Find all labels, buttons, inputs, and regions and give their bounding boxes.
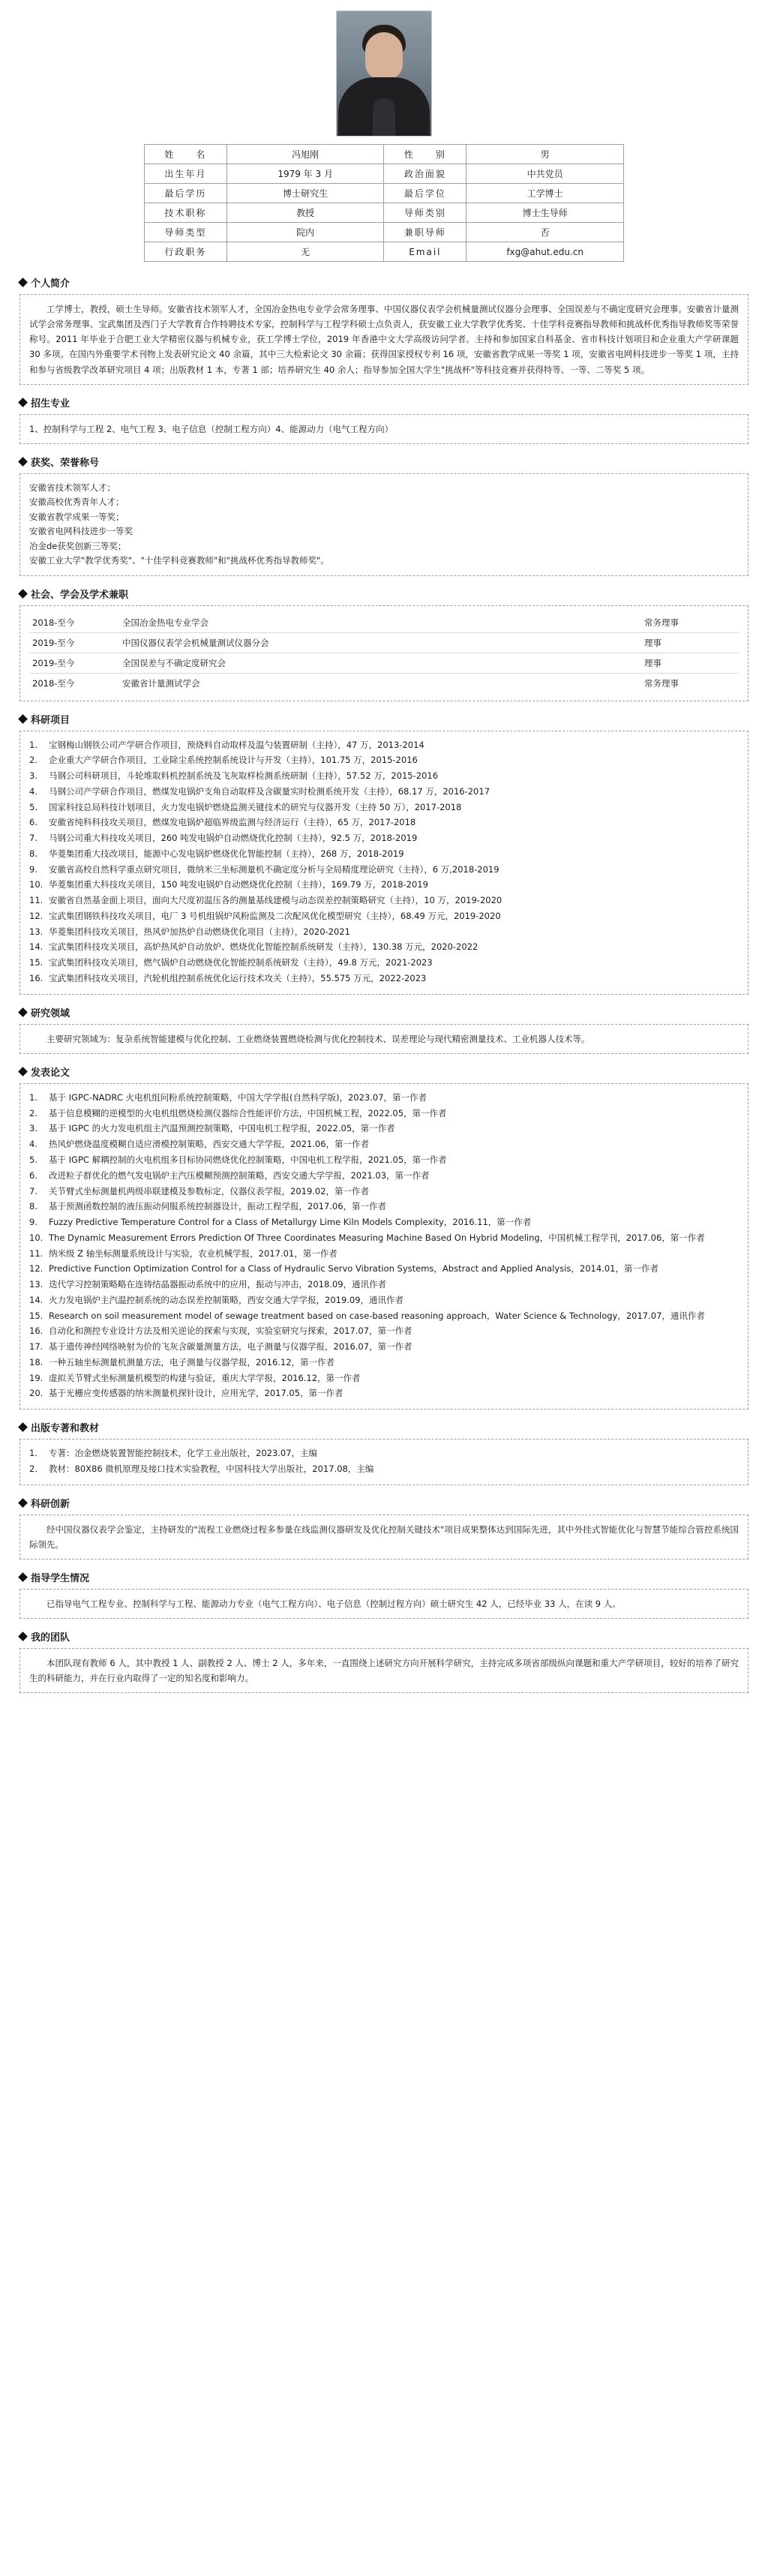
section-body-profile [20, 294, 748, 385]
section-body-duties [20, 605, 748, 701]
item-text: 安徽省纯科科技攻关项目，燃煤发电锅炉超临界级监测与经济运行（主持），65 万，2017-2018 [49, 817, 416, 828]
list-item [29, 1231, 739, 1246]
info-value: 否 [466, 223, 624, 242]
item-text: 一种五轴坐标测量机测量方法，电子测量与仪器学报，2016.12，第一作者 [49, 1356, 335, 1368]
list-item [29, 1121, 739, 1136]
list-item [29, 1277, 739, 1293]
list-item [29, 769, 739, 784]
item-index: 20. [29, 1388, 44, 1399]
section-heading-honors [20, 455, 748, 469]
duty-period: 2019-至今 [29, 653, 119, 674]
list-item [29, 1446, 739, 1461]
table-row [29, 674, 739, 694]
item-text: 宝武集团钢铁科技攻关项目，电厂 3 号机组锅炉风粉监测及二次配风优化模型研究（主持），68.49 万元，2019-2020 [49, 910, 501, 921]
item-index: 8. [29, 1201, 38, 1212]
duty-org: 全国冶金热电专业学会 [119, 613, 641, 633]
diamond-bullet-icon [18, 457, 28, 467]
section-title: 科研创新 [31, 1498, 70, 1510]
item-text: 宝武集团科技攻关项目，燃气锅炉自动燃烧优化智能控制系统研发（主持），49.8 万元，2021-2023 [49, 957, 433, 968]
item-index: 5. [29, 801, 38, 812]
list-item [29, 1262, 739, 1277]
books-list [29, 1446, 739, 1477]
duty-org: 全国误差与不确定度研究会 [119, 653, 641, 674]
section-title: 招生专业 [31, 398, 70, 410]
duty-role: 常务理事 [641, 613, 739, 633]
list-item [29, 1184, 739, 1199]
item-text: 基于光栅应变传感器的纳米测量机探针设计，应用光学，2017.05，第一作者 [49, 1388, 344, 1399]
item-text: 宝钢梅山钢铁公司产学研合作项目，预烧料自动取样及温勺装置研制（主持），47 万，2013-2014 [49, 739, 424, 750]
list-item [29, 1169, 739, 1184]
item-index: 6. [29, 1169, 38, 1181]
list-item [29, 831, 739, 846]
section-heading-duties [20, 587, 748, 601]
item-text: 基于 IGPC 解耦控制的火电机组多目标协同燃烧优化控制策略，中国电机工程学报，2021.05，第一作者 [49, 1154, 447, 1165]
section-heading-profile [20, 275, 748, 290]
list-item [29, 847, 739, 862]
info-value: 工学博士 [466, 184, 624, 203]
projects-list [29, 738, 739, 986]
duty-role: 常务理事 [644, 678, 679, 689]
list-item [29, 893, 739, 908]
item-text: 基于信息模糊的逆模型的火电机组燃烧检测仪器综合性能评价方法，中国机械工程，2022.05，第一作者 [49, 1107, 447, 1118]
list-item: 安徽高校优秀青年人才； [29, 497, 124, 508]
info-value: 冯旭刚 [226, 145, 384, 164]
item-index: 10. [29, 879, 44, 890]
section-heading-research [20, 1005, 748, 1019]
section-heading-innovation [20, 1496, 748, 1510]
info-label: 性 别 [384, 145, 466, 164]
list-item [29, 1137, 739, 1152]
list-item [29, 1386, 739, 1401]
diamond-bullet-icon [18, 278, 28, 287]
info-label: 技术职称 [145, 203, 227, 223]
item-index: 12. [29, 1263, 44, 1274]
list-item [29, 940, 739, 955]
item-index: 4. [29, 1139, 38, 1150]
item-index: 9. [29, 1217, 38, 1228]
section-heading-books [20, 1420, 748, 1434]
section-title: 获奖、荣誉称号 [31, 457, 100, 469]
item-text: 企业重大产学研合作项目，工业除尘系统控制系统设计与开发（主持），101.75 万，2015-2016 [49, 755, 418, 766]
item-text: 迭代学习控制策略略在连铸结晶器振动系统中的应用，振动与冲击，2018.09，通讯作者 [49, 1279, 387, 1290]
duty-role: 理事 [641, 633, 739, 653]
info-label: 最后学历 [145, 184, 227, 203]
item-text: 基于 IGPC 的火力发电机组主汽温预测控制策略，中国电机工程学报，2022.05，第一作者 [49, 1123, 395, 1134]
item-index: 13. [29, 1279, 44, 1290]
duty-org: 中国仪器仪表学会机械量测试仪器分会 [119, 633, 641, 653]
info-label: 兼职导师 [384, 223, 466, 242]
item-index: 2. [29, 1107, 38, 1118]
section-body-team [20, 1648, 748, 1693]
paragraph: 工学博士，教授，硕士生导师。安徽省技术领军人才，全国冶金热电专业学会常务理事、中国仪器仪表学会机械量测试仪器分会理事、全国误差与不确定度研究会理事。安徽省计量测试学会常务理事、宝武集团及西门子大学教育合作特聘技术专家，控制科学与工程学科硕士点负责人，获安徽工业大学教学优秀奖、十佳学科竞赛指导教师和挑战杯优秀指导教师奖等荣誉称号。2011 年毕业于合肥工业大学精密仪器与机械专业，获工学博士学位，2019 年香港中文大学高级访问学者。主持和参加国家自科基金、省市科技计划项目和企业重大产学研课题 30 多项。在国内外重要学术刊物上发表研究论文 40 余篇，其中三大检索论文 30 余篇；获得国家授权专利 16 项，安徽省教学成果一等奖 1 项，安徽省电网科技进步一等奖 1 项，主持和参与省级教学改革研究项目 4 项；出版教材 1 本，专著 1 部；培养研究生 40 余人；指导参加全国大学生"挑战杯"等科技竞赛并获得特等、一等、二等奖 5 项。 [29, 304, 739, 375]
item-index: 2. [29, 755, 38, 766]
section-title: 个人简介 [31, 278, 70, 290]
item-index: 7. [29, 1185, 38, 1196]
list-item [29, 1199, 739, 1214]
info-label: 政治面貌 [384, 164, 466, 184]
item-index: 7. [29, 833, 38, 844]
item-index: 6. [29, 817, 38, 828]
item-text: 改进粒子群优化的燃气发电锅炉主汽压模糊预测控制策略，西安交通大学学报，2021.03，第一作者 [49, 1169, 430, 1181]
item-text: 基于预测函数控制的液压振动伺服系统控制器设计，振动工程学报，2017.06，第一作者 [49, 1201, 387, 1212]
info-value: 1979 年 3 月 [226, 164, 384, 184]
info-label: 导师类型 [145, 223, 227, 242]
list-item [29, 1091, 739, 1106]
list-item: 安徽省教学成果一等奖； [29, 511, 124, 522]
list-item [29, 753, 739, 768]
list-item [29, 956, 739, 971]
info-value: 教授 [226, 203, 384, 223]
duty-role: 理事 [641, 653, 739, 674]
photo-shirt [373, 98, 395, 136]
section-body-projects [20, 731, 748, 995]
item-index: 1. [29, 739, 38, 750]
info-value: 男 [466, 145, 624, 164]
section-title: 社会、学会及学术兼职 [31, 590, 129, 602]
list-item [29, 785, 739, 800]
section-heading-students [20, 1570, 748, 1584]
item-text: 马钢公司产学研合作项目，燃煤发电锅炉支角自动取样及含碳量实时检测系统开发（主持），68.17 万，2016-2017 [49, 785, 490, 797]
item-index: 11. [29, 1247, 44, 1259]
list-item [29, 738, 739, 753]
item-index: 5. [29, 1154, 38, 1165]
personal-info-table [144, 144, 624, 262]
item-text: 专著：冶金燃烧装置智能控制技术，化学工业出版社，2023.07，主编 [49, 1448, 318, 1459]
item-index: 15. [29, 957, 44, 968]
table-row [145, 184, 624, 203]
paragraph: 经中国仪器仪表学会鉴定，主持研发的"流程工业燃烧过程多参量在线监测仪器研发及优化控制关键技术"项目成果整体达到国际先进，其中外挂式智能优化与智慧节能综合管控系统国际领先。 [29, 1524, 739, 1550]
info-label: Email [384, 242, 466, 262]
section-heading-projects [20, 712, 748, 726]
diamond-bullet-icon [18, 1572, 28, 1582]
info-value: 博士研究生 [226, 184, 384, 203]
item-text: 火力发电锅炉主汽温控制系统的动态误差控制策略，西安交通大学学报，2019.09，通讯作者 [49, 1294, 404, 1305]
item-text: 教材：80X86 微机原理及接口技术实验教程，中国科技大学出版社，2017.08，主编 [49, 1463, 374, 1474]
item-index: 11. [29, 895, 44, 906]
item-index: 9. [29, 863, 38, 875]
item-text: 华菱集团重大技改项目，能源中心发电锅炉燃烧优化智能控制（主持），268 万，2018-2019 [49, 848, 404, 859]
diamond-bullet-icon [18, 1632, 28, 1641]
section-title: 指导学生情况 [31, 1573, 90, 1584]
table-row [29, 633, 739, 653]
item-index: 1. [29, 1091, 38, 1103]
item-text: 自动化和测控专业设计方法及相关逆论的探索与实现，实验室研究与探索，2017.07，第一作者 [49, 1326, 412, 1337]
list-item [29, 1153, 739, 1168]
paragraph: 已指导电气工程专业、控制科学与工程、能源动力专业（电气工程方向）、电子信息（控制过程方向）硕士研究生 42 人，已经毕业 33 人，在读 9 人。 [46, 1599, 621, 1609]
section-body-papers [20, 1083, 748, 1410]
section-title: 出版专著和教材 [31, 1423, 100, 1435]
item-index: 14. [29, 941, 44, 953]
list-item [29, 1215, 739, 1230]
item-text: 纳米级 Z 轴坐标测量系统设计与实验，农业机械学报，2017.01，第一作者 [49, 1247, 338, 1259]
list-item: 安徽工业大学"教学优秀奖"、"十佳学科竞赛教师"和"挑战杯优秀指导教师奖"。 [29, 555, 329, 566]
section-heading-team [20, 1629, 748, 1644]
section-body-honors [20, 473, 748, 576]
list-item [29, 878, 739, 893]
item-text: Predictive Function Optimization Control for a Class of Hydraulic Servo Vibration Systems，Abstract and Applied Analysis，2014.01，第一作者 [49, 1263, 658, 1274]
info-value: 博士生导师 [466, 203, 624, 223]
item-text: 宝武集团科技攻关项目，高炉热风炉自动放炉、燃烧优化智能控制系统研发（主持），130.38 万元，2020-2022 [49, 941, 478, 953]
list-item [29, 815, 739, 830]
list-item [29, 909, 739, 924]
table-row [29, 653, 739, 674]
list-item [29, 1106, 739, 1121]
list-item [29, 971, 739, 986]
item-text: 基于 IGPC-NADRC 火电机组问粉系统控制策略，中国大学学报(自然科学版)，2023.07，第一作者 [49, 1091, 428, 1103]
item-text: 华菱集团科技攻关项目，热风炉加热炉自动燃烧优化项目（主持），2020-2021 [49, 926, 350, 937]
item-text: 关节臂式坐标测量机两级串联建模及参数标定，仪器仪表学报，2019.02，第一作者 [49, 1185, 370, 1196]
photo-face [365, 32, 403, 80]
papers-list [29, 1091, 739, 1401]
list-item [29, 1462, 739, 1477]
table-row [145, 203, 624, 223]
item-index: 13. [29, 926, 44, 937]
list-item [29, 1340, 739, 1355]
info-label: 最后学位 [384, 184, 466, 203]
paragraph: 主要研究领域为：复杂系统智能建模与优化控制、工业燃烧装置燃烧检测与优化控制技术、误差理论与现代精密测量技术、工业机器人技术等。 [46, 1033, 590, 1044]
item-text: 虚拟关节臂式坐标测量机模型的构建与验证，重庆大学学报，2016.12，第一作者 [49, 1372, 361, 1383]
item-text: 安徽省自然基金面上项目，面向大尺度初温压各的测量基线建模与动态误差控制策略研究（主持），10 万，2019-2020 [49, 895, 502, 906]
info-value: 无 [226, 242, 384, 262]
item-text: 国家科技总局科技计划项目，火力发电锅炉燃烧监测关键技术的研究与仪器开发（主持 50 万），2017-2018 [49, 801, 462, 812]
section-body-books [20, 1439, 748, 1485]
item-text: The Dynamic Measurement Errors Prediction Of Three Coordinates Measuring Machine Based On Hybrid Modeling，中国机械工程学刊，2017.06，第一作者 [49, 1232, 705, 1243]
item-index: 17. [29, 1341, 44, 1353]
portrait-photo [336, 11, 432, 137]
item-text: Fuzzy Predictive Temperature Control for a Class of Metallurgy Lime Kiln Models Complexity，2016.11，第一作者 [49, 1217, 532, 1228]
list-item: 安徽省技术领军人才； [29, 482, 116, 493]
diamond-bullet-icon [18, 1498, 28, 1508]
diamond-bullet-icon [18, 1422, 28, 1432]
section-title: 发表论文 [31, 1067, 70, 1079]
info-value: 中共党员 [466, 164, 624, 184]
list-item: 1、控制科学与工程 2、电气工程 3、电子信息（控制工程方向）4、能源动力（电气工程方向） [29, 423, 394, 434]
section-title: 科研项目 [31, 714, 70, 726]
list-item [29, 863, 739, 878]
duty-period: 2018-至今 [29, 613, 119, 633]
diamond-bullet-icon [18, 398, 28, 407]
table-row [145, 223, 624, 242]
duty-org: 安徽省计量测试学会 [122, 678, 200, 689]
table-row [145, 145, 624, 164]
section-heading-supervise [20, 395, 748, 410]
info-label: 出生年月 [145, 164, 227, 184]
list-item [29, 1309, 739, 1324]
item-text: 安徽省高校自然科学重点研究项目，微纳米三坐标测量机不确定度分析与全局精度理论研究（主持），6 万,2018-2019 [49, 863, 500, 875]
duty-period: 2018-至今 [32, 678, 75, 689]
section-body-supervise [20, 414, 748, 444]
section-title: 我的团队 [31, 1632, 70, 1644]
item-index: 3. [29, 770, 38, 782]
email-value: fxg@ahut.edu.cn [466, 242, 624, 262]
item-index: 15. [29, 1310, 44, 1321]
item-text: 宝武集团科技攻关项目，汽轮机组控制系统优化运行技术攻关（主持），55.575 万元，2022-2023 [49, 973, 427, 984]
item-text: 华菱集团重大科技攻关项目，150 吨发电锅炉自动燃烧优化控制（主持），169.79 万，2018-2019 [49, 879, 428, 890]
table-row [29, 613, 739, 633]
item-text: 基于遗传神经网络映射为价的飞灰含碳量测量方法，电子测量与仪器学报，2016.07，第一作者 [49, 1341, 412, 1353]
section-title: 研究领域 [31, 1007, 70, 1019]
section-heading-papers [20, 1064, 748, 1079]
section-body-innovation [20, 1515, 748, 1560]
diamond-bullet-icon [18, 1007, 28, 1017]
list-item [29, 1371, 739, 1386]
item-index: 16. [29, 1326, 44, 1337]
info-label: 导师类别 [384, 203, 466, 223]
info-label: 行政职务 [145, 242, 227, 262]
duties-table [29, 613, 739, 694]
section-body-research [20, 1024, 748, 1054]
info-label: 姓 名 [145, 145, 227, 164]
list-item [29, 1293, 739, 1308]
list-item [29, 925, 739, 940]
item-text: 马钢公司重大科技攻关项目，260 吨发电锅炉自动燃烧优化控制（主持），92.5 万，2018-2019 [49, 833, 418, 844]
item-index: 14. [29, 1294, 44, 1305]
list-item [29, 1247, 739, 1262]
item-index: 8. [29, 848, 38, 859]
list-item [29, 1324, 739, 1339]
item-index: 2. [29, 1463, 38, 1474]
list-item: 冶金de获奖创新三等奖； [29, 540, 127, 551]
paragraph: 本团队现有教师 6 人，其中教授 1 人、副教授 2 人、博士 2 人，多年来，一直围绕上述研究方向开展科学研究，主持完成多项省部级纵向课题和重大产学研项目，较好的培养了研究生的科研能力，并在行业内取得了一定的知名度和影响力。 [29, 1658, 739, 1684]
table-row [145, 242, 624, 262]
list-item [29, 1356, 739, 1371]
section-body-students [20, 1589, 748, 1619]
diamond-bullet-icon [18, 589, 28, 599]
item-index: 12. [29, 910, 44, 921]
item-index: 1. [29, 1448, 38, 1459]
item-index: 19. [29, 1372, 44, 1383]
info-value: 院内 [226, 223, 384, 242]
portrait-photo-wrap [20, 11, 748, 137]
duty-period: 2019-至今 [29, 633, 119, 653]
list-item [29, 800, 739, 815]
item-index: 3. [29, 1123, 38, 1134]
item-text: 热风炉燃烧温度模糊自适应滑模控制策略，西安交通大学学报，2021.06，第一作者 [49, 1139, 370, 1150]
item-index: 18. [29, 1356, 44, 1368]
item-text: Research on soil measurement model of sewage treatment based on case-based reasoning approach，Water Science & Technology，2017.07，通讯作者 [49, 1310, 705, 1321]
item-index: 10. [29, 1232, 44, 1243]
item-text: 马钢公司科研项目，斗轮堆取料机控制系统及飞灰取样检测系统研制（主持），57.52 万，2015-2016 [49, 770, 439, 782]
item-index: 4. [29, 785, 38, 797]
table-row [145, 164, 624, 184]
list-item: 安徽省电网科技进步一等奖 [29, 526, 133, 537]
item-index: 16. [29, 973, 44, 984]
diamond-bullet-icon [18, 714, 28, 724]
diamond-bullet-icon [18, 1067, 28, 1076]
